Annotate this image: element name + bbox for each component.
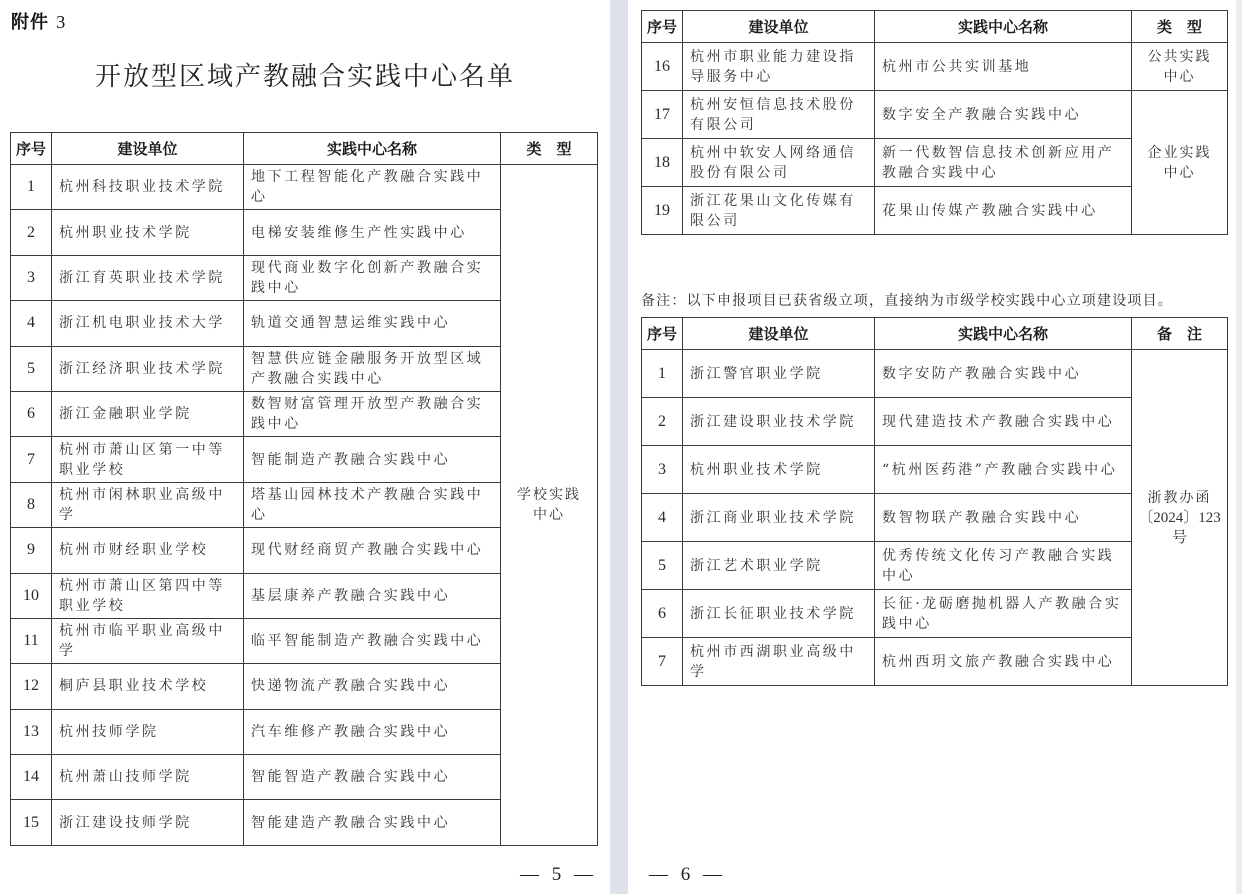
header-type: 类 型: [501, 133, 598, 165]
row-no: 18: [642, 139, 683, 187]
row-no: 7: [642, 638, 683, 686]
row-unit: 杭州职业技术学院: [683, 446, 875, 494]
header-no: 序号: [642, 11, 683, 43]
page-number-5: — 5 —: [520, 864, 597, 885]
row-unit: 浙江金融职业学院: [52, 391, 244, 436]
row-center: 杭州西玥文旅产教融合实践中心: [875, 638, 1132, 686]
header-center: 实践中心名称: [244, 133, 501, 165]
table-row: [642, 91, 1228, 139]
row-no: 10: [11, 573, 52, 618]
row-center: 临平智能制造产教融合实践中心: [244, 618, 501, 663]
row-unit: 桐庐县职业技术学校: [52, 664, 244, 709]
remark-cell: 浙教办函 〔2024〕123 号: [1132, 350, 1228, 686]
row-no: 1: [11, 165, 52, 210]
attachment-label: 附件 3: [11, 12, 67, 33]
header-no: 序号: [11, 133, 52, 165]
table-row: [11, 165, 598, 210]
row-unit: 浙江长征职业技术学院: [683, 590, 875, 638]
table-row: [642, 350, 1228, 398]
row-no: 3: [642, 446, 683, 494]
table-header-row: [11, 133, 598, 165]
table-header-row: [642, 318, 1228, 350]
row-unit: 浙江艺术职业学院: [683, 542, 875, 590]
row-no: 2: [11, 210, 52, 255]
page-5: [0, 0, 610, 894]
row-center: 智能智造产教融合实践中心: [244, 755, 501, 800]
header-remark: 备 注: [1132, 318, 1228, 350]
row-center: 智能制造产教融合实践中心: [244, 437, 501, 482]
practice-center-table: [10, 132, 598, 846]
row-unit: 浙江建设职业技术学院: [683, 398, 875, 446]
practice-center-table-continued: [641, 10, 1228, 235]
row-unit: 浙江花果山文化传媒有限公司: [683, 187, 875, 235]
row-center: 花果山传媒产教融合实践中心: [875, 187, 1132, 235]
header-center: 实践中心名称: [875, 11, 1132, 43]
row-unit: 杭州市临平职业高级中学: [52, 618, 244, 663]
row-no: 3: [11, 255, 52, 300]
row-no: 16: [642, 43, 683, 91]
row-no: 1: [642, 350, 683, 398]
row-unit: 杭州市职业能力建设指导服务中心: [683, 43, 875, 91]
row-no: 9: [11, 528, 52, 573]
row-no: 14: [11, 755, 52, 800]
row-center: 电梯安装维修生产性实践中心: [244, 210, 501, 255]
row-unit: 杭州中软安人网络通信股份有限公司: [683, 139, 875, 187]
row-unit: 浙江警官职业学院: [683, 350, 875, 398]
row-unit: 杭州市财经职业学校: [52, 528, 244, 573]
page-number-6: — 6 —: [649, 864, 726, 885]
table-header-row: [642, 11, 1228, 43]
header-unit: 建设单位: [52, 133, 244, 165]
row-no: 5: [642, 542, 683, 590]
table-row: [642, 43, 1228, 91]
row-unit: 杭州萧山技师学院: [52, 755, 244, 800]
header-unit: 建设单位: [683, 11, 875, 43]
row-no: 4: [642, 494, 683, 542]
row-no: 17: [642, 91, 683, 139]
row-unit: 浙江机电职业技术大学: [52, 301, 244, 346]
row-unit: 杭州职业技术学院: [52, 210, 244, 255]
row-no: 11: [11, 618, 52, 663]
row-no: 7: [11, 437, 52, 482]
row-center: 快递物流产教融合实践中心: [244, 664, 501, 709]
remark-note: 备注：以下申报项目已获省级立项，直接纳为市级学校实践中心立项建设项目。: [641, 293, 1173, 309]
row-center: 数字安全产教融合实践中心: [875, 91, 1132, 139]
row-center: 长征·龙砺磨抛机器人产教融合实践中心: [875, 590, 1132, 638]
row-unit: 杭州技师学院: [52, 709, 244, 754]
page-6: [628, 0, 1236, 894]
row-no: 6: [642, 590, 683, 638]
row-unit: 浙江建设技师学院: [52, 800, 244, 845]
row-unit: 浙江育英职业技术学院: [52, 255, 244, 300]
header-no: 序号: [642, 318, 683, 350]
row-no: 13: [11, 709, 52, 754]
provincial-project-table: [641, 317, 1228, 686]
row-center: 数字安防产教融合实践中心: [875, 350, 1132, 398]
header-center: 实践中心名称: [875, 318, 1132, 350]
row-unit: 杭州市萧山区第四中等职业学校: [52, 573, 244, 618]
row-no: 6: [11, 391, 52, 436]
type-cell-enterprise: 企业实践中心: [1132, 91, 1228, 235]
header-type: 类 型: [1132, 11, 1228, 43]
row-center: 智慧供应链金融服务开放型区域产教融合实践中心: [244, 346, 501, 391]
row-unit: 杭州安恒信息技术股份有限公司: [683, 91, 875, 139]
row-center: 现代商业数字化创新产教融合实践中心: [244, 255, 501, 300]
viewer-edge: [1236, 0, 1242, 894]
row-unit: 杭州市西湖职业高级中学: [683, 638, 875, 686]
row-center: 现代财经商贸产教融合实践中心: [244, 528, 501, 573]
row-center: 现代建造技术产教融合实践中心: [875, 398, 1132, 446]
row-no: 12: [11, 664, 52, 709]
row-no: 15: [11, 800, 52, 845]
row-center: 新一代数智信息技术创新应用产教融合实践中心: [875, 139, 1132, 187]
row-no: 4: [11, 301, 52, 346]
type-cell-public: 公共实践中心: [1132, 43, 1228, 91]
row-center: 数智物联产教融合实践中心: [875, 494, 1132, 542]
row-no: 8: [11, 482, 52, 527]
row-unit: 浙江商业职业技术学院: [683, 494, 875, 542]
header-unit: 建设单位: [683, 318, 875, 350]
row-center: 地下工程智能化产教融合实践中心: [244, 165, 501, 210]
row-center: 汽车维修产教融合实践中心: [244, 709, 501, 754]
row-center: 数智财富管理开放型产教融合实践中心: [244, 391, 501, 436]
row-center: “杭州医药港”产教融合实践中心: [875, 446, 1132, 494]
row-unit: 浙江经济职业技术学院: [52, 346, 244, 391]
document-title: 开放型区域产教融合实践中心名单: [94, 62, 515, 92]
row-no: 19: [642, 187, 683, 235]
row-unit: 杭州科技职业技术学院: [52, 165, 244, 210]
row-center: 轨道交通智慧运维实践中心: [244, 301, 501, 346]
row-no: 2: [642, 398, 683, 446]
row-center: 优秀传统文化传习产教融合实践中心: [875, 542, 1132, 590]
type-cell-school: 学校实践中心: [501, 165, 598, 846]
page-gap: [610, 0, 628, 894]
row-no: 5: [11, 346, 52, 391]
row-center: 塔基山园林技术产教融合实践中心: [244, 482, 501, 527]
row-unit: 杭州市萧山区第一中等职业学校: [52, 437, 244, 482]
row-center: 基层康养产教融合实践中心: [244, 573, 501, 618]
row-center: 杭州市公共实训基地: [875, 43, 1132, 91]
row-center: 智能建造产教融合实践中心: [244, 800, 501, 845]
row-unit: 杭州市闲林职业高级中学: [52, 482, 244, 527]
